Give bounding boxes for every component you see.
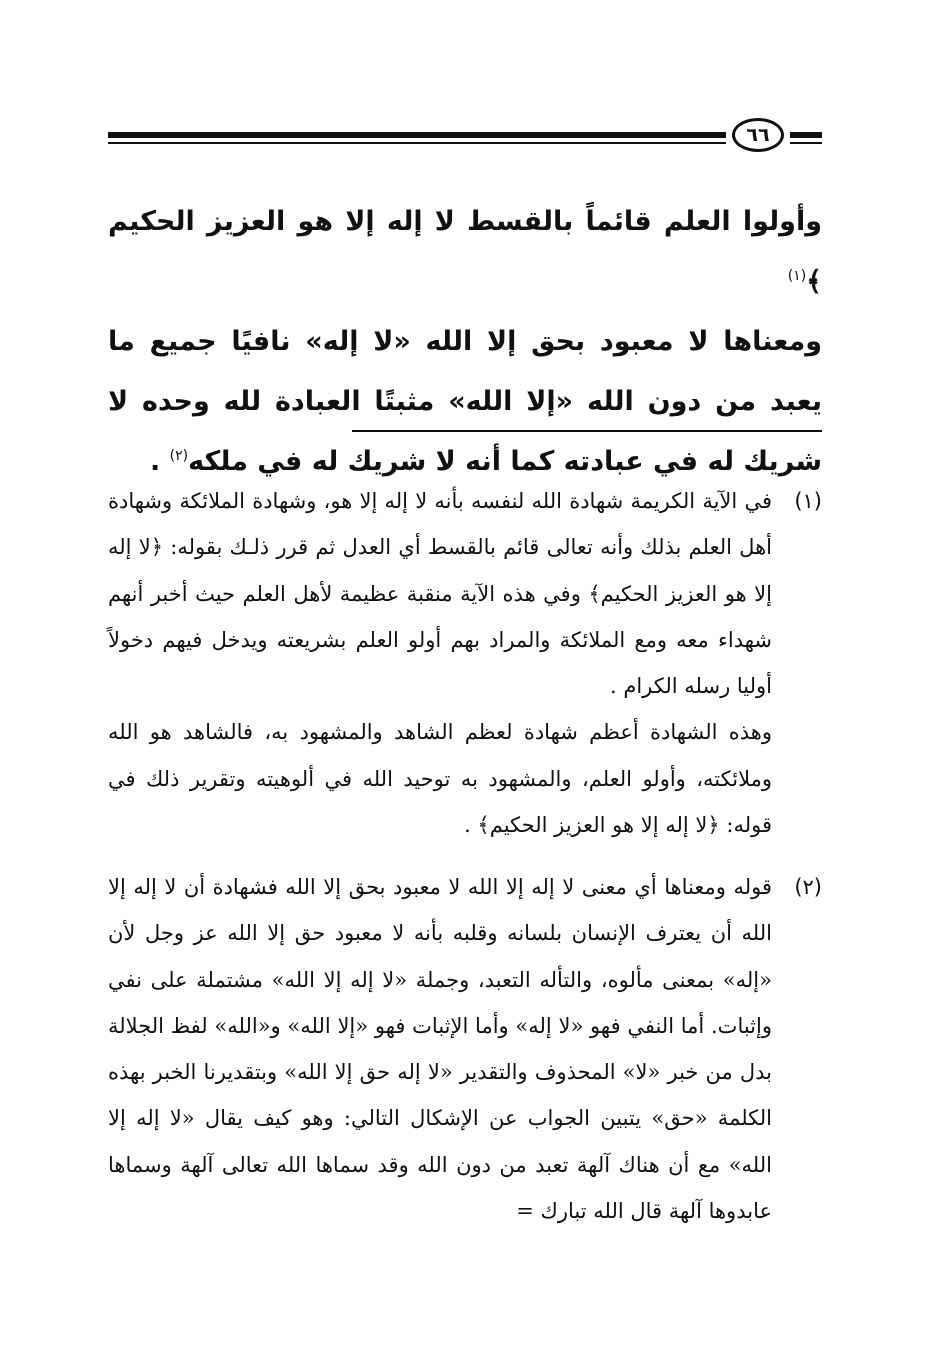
verse-text: وأولوا العلم قائماً بالقسط لا إله إلا هو العزيز الحكيم ﴾ [108,206,822,297]
page-number: ٦٦ [732,118,784,152]
footnote-1 [108,478,822,848]
footnote-ref-2: (٢) [169,448,189,464]
header-rule-short-thin [790,142,822,144]
page-header [108,118,822,154]
footnote-body [108,478,772,848]
footnote-2 [108,864,822,1234]
footnote-separator [352,430,822,432]
header-rule-thin [108,142,726,144]
header-rule-thick [108,132,726,138]
explanation-text: ومعناها لا معبود بحق إلا الله «لا إله» نافيًا جميع ما يعبد من دون الله «إلا الله» مثبتًا العبادة لله وحده لا شريك له في عبادته كما أنه لا شريك له في ملكه [108,326,822,477]
footnote-ref-1: (١) [787,268,807,284]
footnote-paragraph: وهذه الشهادة أعظم شهادة لعظم الشاهد والمشهود به، فالشاهد هو الله وملائكته، وأولو العلم، والمشهود به توحيد الله في ألوهيته وتقرير ذلك في قوله: ﴿لا إله إلا هو العزيز الحكيم﴾ . [108,720,772,838]
header-rule-short [790,132,822,138]
main-text [108,192,822,492]
explanation-end: . [149,446,170,477]
explanation-paragraph [108,312,822,492]
footnote-number: (١) [794,489,822,513]
verse-line [108,192,822,312]
footnote-paragraph [108,864,772,1234]
continuation-mark: = [516,1199,534,1224]
footnote-number: (٢) [794,875,822,899]
footnote-text: قوله ومعناها أي معنى لا إله إلا الله لا معبود بحق إلا الله فشهادة أن لا إله إلا الله أن يعترف الإنسان بلسانه وقلبه بأنه لا معبود حق إلا الله عز وجل لأن «إله» بمعنى مألوه، والتأله التعبد، وجملة «لا إله إلا الله» مشتملة على نفي وإثبات. أما النفي فهو «لا إله» وأما الإثبات فهو «إلا الله» و«الله» لفظ الجلالة بدل من خبر «لا» المحذوف والتقدير «لا إله حق إلا الله» وبتقديرنا الخبر بهذه الكلمة «حق» يتبين الجواب عن الإشكال التالي: وهو كيف يقال «لا إله إلا الله» مع أن هناك آلهة تعبد من دون الله وقد سماها الله تعالى آلهة وسماها عابدوها آلهة قال الله تبارك [108,875,772,1224]
footnote-paragraph: في الآية الكريمة شهادة الله لنفسه بأنه لا إله إلا هو، وشهادة الملائكة وشهادة أهل العلم بذلك وأنه تعالى قائم بالقسط أي العدل ثم قرر ذلـك بقوله: ﴿لا إله إلا هو العزيز الحكيم﴾ وفي هذه الآية منقبة عظيمة لأهل العلم حيث أخبر أنهم شهداء معه ومع الملائكة والمراد بهم أولو العلم بشريعته ويدخل فيهم دخولاً أوليا رسله الكرام . [108,489,772,699]
footnote-body [108,864,772,1234]
